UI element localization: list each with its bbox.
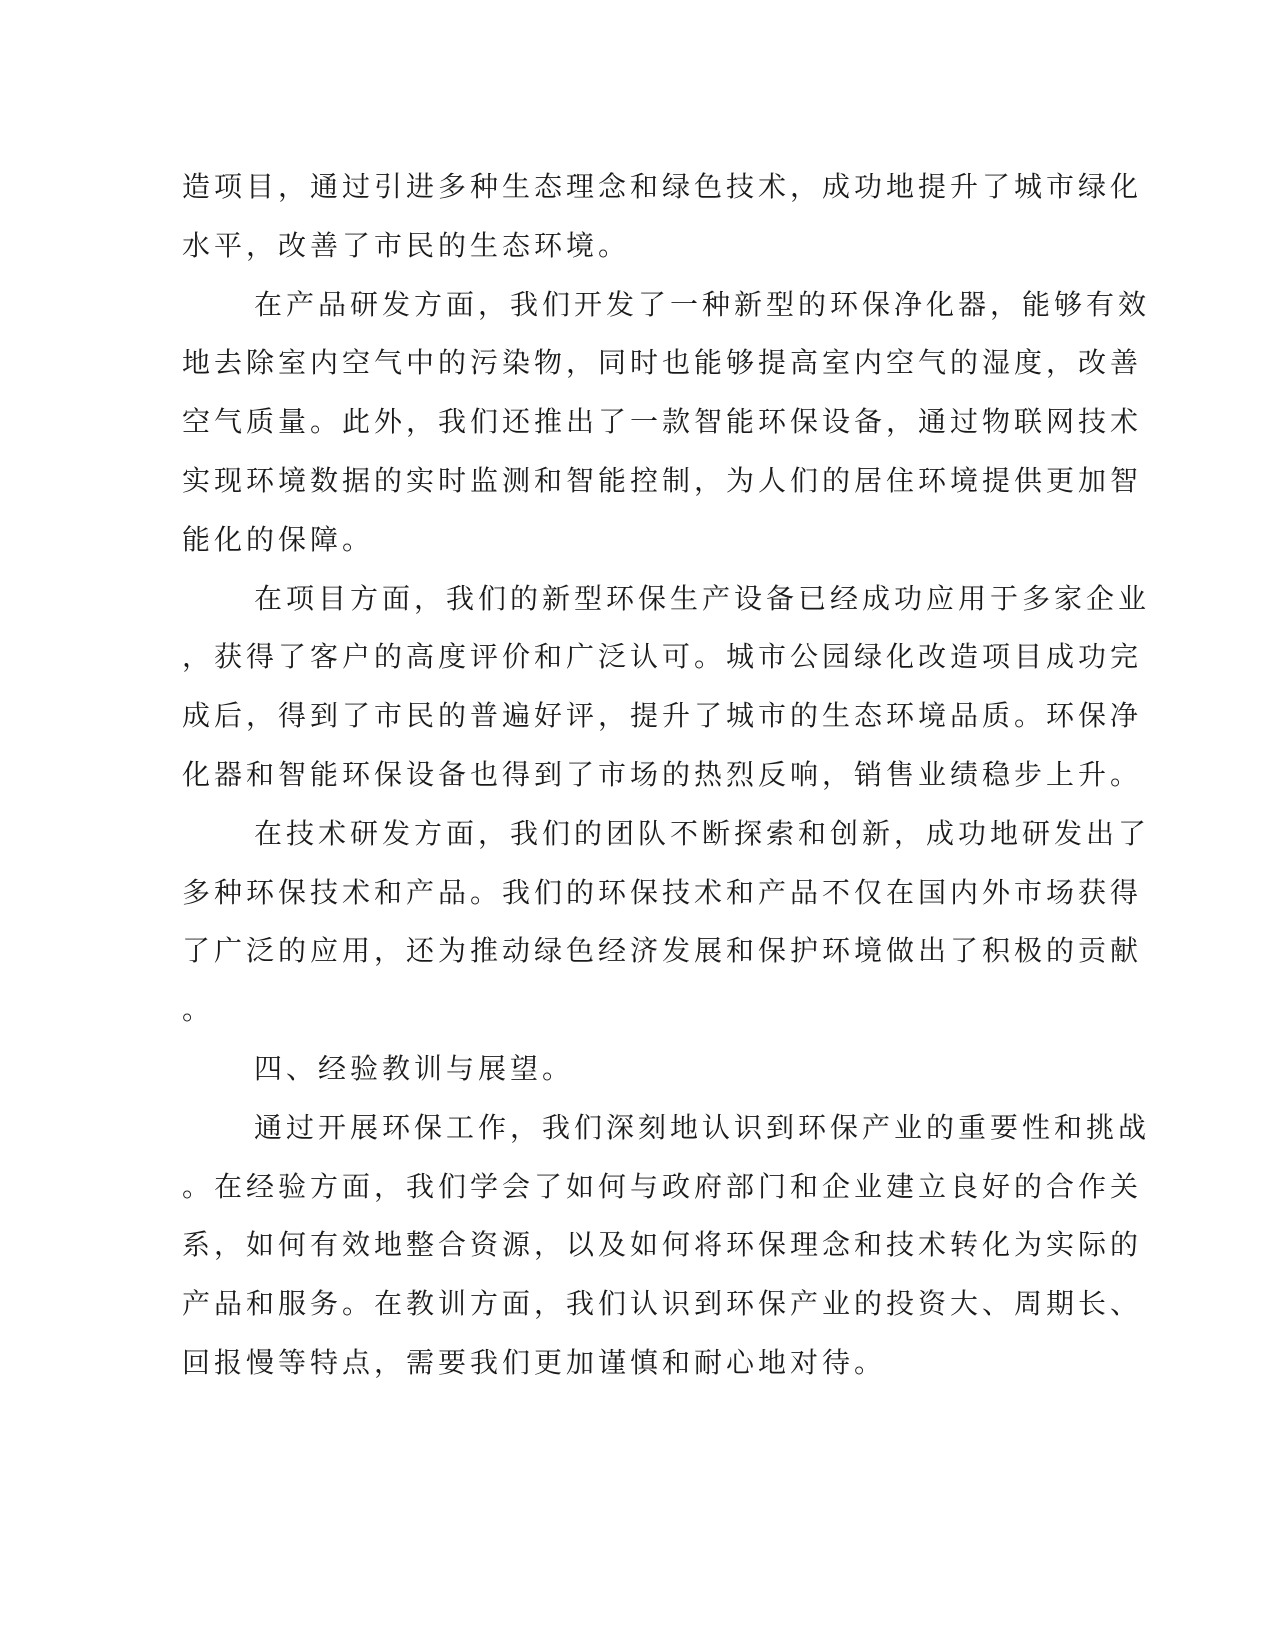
text-line: 地去除室内空气中的污染物，同时也能够提高室内空气的湿度，改善	[182, 346, 1143, 380]
text-line: 实现环境数据的实时监测和智能控制，为人们的居住环境提供更加智	[182, 463, 1143, 497]
text-line: 回报慢等特点，需要我们更加谨慎和耐心地对待。	[182, 1345, 887, 1379]
text-line: 空气质量。此外，我们还推出了一款智能环保设备，通过物联网技术	[182, 405, 1143, 439]
body-text	[182, 158, 1151, 1393]
text-line: 造项目，通过引进多种生态理念和绿色技术，成功地提升了城市绿化	[182, 170, 1143, 203]
text-line: 。在经验方面，我们学会了如何与政府部门和企业建立良好的合作关	[182, 1169, 1143, 1203]
text-line: 多种环保技术和产品。我们的环保技术和产品不仅在国内外市场获得	[182, 875, 1143, 909]
text-line: 成后，得到了市民的普遍好评，提升了城市的生态环境品质。环保净	[182, 699, 1143, 733]
paragraph-start-line: 通过开展环保工作，我们深刻地认识到环保产业的重要性和挑战	[254, 1110, 1151, 1144]
text-line: 。	[182, 993, 215, 1027]
text-line: 了广泛的应用，还为推动绿色经济发展和保护环境做出了积极的贡献	[182, 934, 1143, 968]
section-heading: 四、经验教训与展望。	[254, 1051, 575, 1085]
paragraph-start-line: 在技术研发方面，我们的团队不断探索和创新，成功地研发出了	[254, 816, 1151, 850]
text-line: 产品和服务。在教训方面，我们认识到环保产业的投资大、周期长、	[182, 1287, 1143, 1321]
paragraph-start-line: 在项目方面，我们的新型环保生产设备已经成功应用于多家企业	[254, 581, 1151, 615]
text-line: 系，如何有效地整合资源，以及如何将环保理念和技术转化为实际的	[182, 1228, 1143, 1262]
paragraph-start-line: 在产品研发方面，我们开发了一种新型的环保净化器，能够有效	[254, 287, 1151, 321]
text-line: ，获得了客户的高度评价和广泛认可。城市公园绿化改造项目成功完	[182, 640, 1143, 674]
text-line: 能化的保障。	[182, 522, 375, 556]
text-line: 化器和智能环保设备也得到了市场的热烈反响，销售业绩稳步上升。	[182, 757, 1143, 791]
text-line: 水平，改善了市民的生态环境。	[182, 228, 631, 262]
